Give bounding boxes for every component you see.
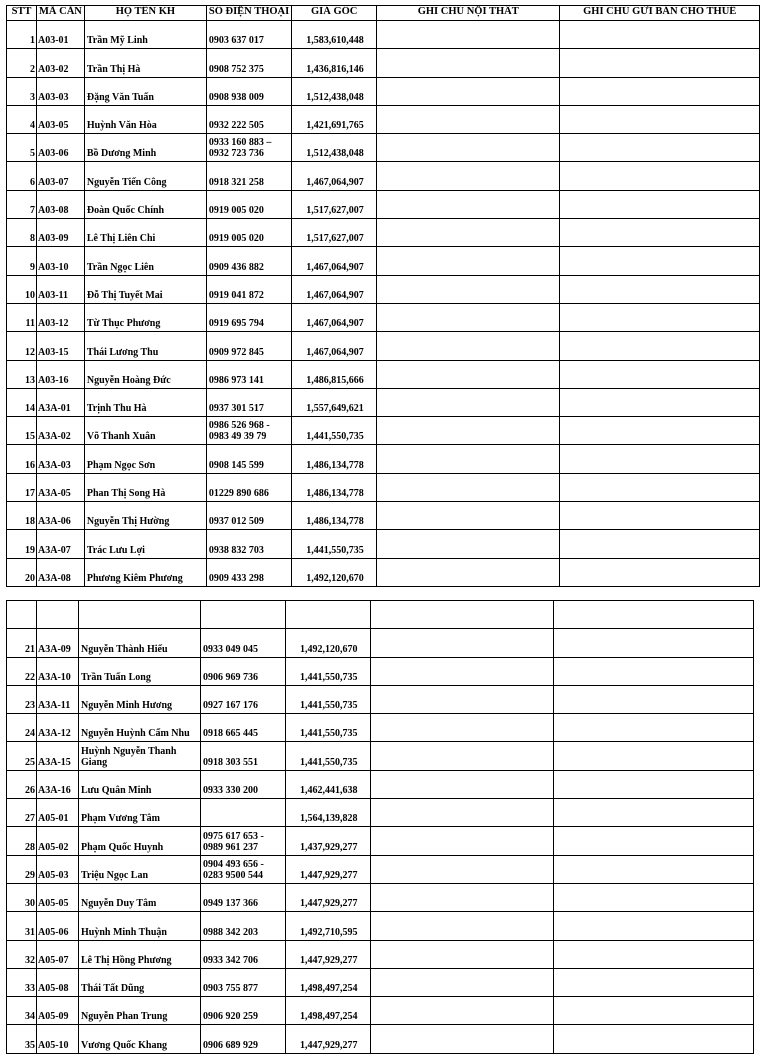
rental-notes-cell[interactable] <box>560 417 760 445</box>
customer-name-cell: Nguyễn Duy Tâm <box>79 883 201 911</box>
stt-cell: 27 <box>7 799 37 827</box>
phone-cell: 0933 160 883 – 0932 723 736 <box>206 134 291 162</box>
customer-name-cell: Đặng Văn Tuấn <box>84 77 206 105</box>
customer-name-cell: Trần Thị Hà <box>84 49 206 77</box>
table-row <box>7 303 760 331</box>
table-row <box>7 742 754 770</box>
unit-code-cell: A05-05 <box>37 883 79 911</box>
interior-notes-cell[interactable] <box>371 629 554 657</box>
rental-notes-cell[interactable] <box>554 770 754 798</box>
interior-notes-cell[interactable] <box>377 388 560 416</box>
stt-cell: 33 <box>7 968 37 996</box>
phone-cell: 0909 433 298 <box>206 558 291 586</box>
base-price-cell: 1,441,550,735 <box>292 417 377 445</box>
customer-name-cell: Phạm Vương Tâm <box>79 799 201 827</box>
table-row <box>7 657 754 685</box>
customer-name-cell: Trịnh Thu Hà <box>84 388 206 416</box>
stt-cell: 35 <box>7 1025 37 1053</box>
unit-code-cell: A05-07 <box>37 940 79 968</box>
interior-notes-cell[interactable] <box>377 275 560 303</box>
phone-cell: 0988 342 203 <box>201 912 286 940</box>
customer-name-cell: Lưu Quân Minh <box>79 770 201 798</box>
phone-cell: 0986 973 141 <box>206 360 291 388</box>
rental-notes-cell[interactable] <box>560 49 760 77</box>
interior-notes-cell[interactable] <box>371 1025 554 1053</box>
table-row <box>7 827 754 855</box>
interior-notes-cell[interactable] <box>371 968 554 996</box>
customer-name-cell: Lê Thị Liên Chi <box>84 219 206 247</box>
table-row <box>7 417 760 445</box>
stt-cell: 30 <box>7 883 37 911</box>
phone-cell: 0903 637 017 <box>206 21 291 49</box>
unit-code-cell: A05-03 <box>37 855 79 883</box>
table-row <box>7 275 760 303</box>
customer-name-cell: Nguyễn Phan Trung <box>79 997 201 1025</box>
stt-cell: 22 <box>7 657 37 685</box>
interior-notes-cell[interactable] <box>377 303 560 331</box>
stt-cell: 12 <box>7 332 37 360</box>
rental-notes-cell[interactable] <box>554 997 754 1025</box>
phone-cell: 0918 321 258 <box>206 162 291 190</box>
phone-cell: 0932 222 505 <box>206 105 291 133</box>
stt-cell: 4 <box>7 105 37 133</box>
base-price-cell: 1,441,550,735 <box>286 714 371 742</box>
unit-code-cell: A05-09 <box>37 997 79 1025</box>
interior-notes-cell[interactable] <box>377 502 560 530</box>
rental-notes-cell[interactable] <box>560 388 760 416</box>
phone-cell: 0919 005 020 <box>206 219 291 247</box>
customer-name-cell: Phương Kiêm Phương <box>84 558 206 586</box>
stt-cell: 1 <box>7 21 37 49</box>
interior-notes-cell[interactable] <box>377 332 560 360</box>
unit-code-cell: A3A-10 <box>37 657 79 685</box>
interior-notes-cell[interactable] <box>377 105 560 133</box>
customer-name-cell: Võ Thanh Xuân <box>84 417 206 445</box>
table-row <box>7 21 760 49</box>
base-price-cell: 1,498,497,254 <box>286 968 371 996</box>
unit-code-cell: A3A-08 <box>37 558 85 586</box>
table-row <box>7 968 754 996</box>
table-row <box>7 685 754 713</box>
customer-name-cell: Triệu Ngọc Lan <box>79 855 201 883</box>
header-interior-notes: GHI CHÚ NỘI THẤT <box>377 6 560 21</box>
table-row <box>7 332 760 360</box>
interior-notes-cell[interactable] <box>371 657 554 685</box>
customer-name-cell: Huỳnh Nguyễn Thanh Giang <box>79 742 201 770</box>
interior-notes-cell[interactable] <box>377 247 560 275</box>
interior-notes-cell[interactable] <box>371 997 554 1025</box>
interior-notes-cell[interactable] <box>377 219 560 247</box>
stt-cell: 18 <box>7 502 37 530</box>
base-price-cell: 1,462,441,638 <box>286 770 371 798</box>
header-unit-code: MÃ CĂN <box>37 6 85 21</box>
interior-notes-cell[interactable] <box>371 714 554 742</box>
unit-code-cell: A3A-03 <box>37 445 85 473</box>
phone-cell: 0975 617 653 - 0989 961 237 <box>201 827 286 855</box>
stt-cell: 9 <box>7 247 37 275</box>
phone-cell: 0919 041 872 <box>206 275 291 303</box>
phone-cell: 0986 526 968 - 0983 49 39 79 <box>206 417 291 445</box>
interior-notes-cell[interactable] <box>371 940 554 968</box>
base-price-cell: 1,512,438,048 <box>292 134 377 162</box>
stt-cell: 13 <box>7 360 37 388</box>
customer-name-cell: Trần Tuấn Long <box>79 657 201 685</box>
phone-cell: 0909 972 845 <box>206 332 291 360</box>
phone-cell: 0938 832 703 <box>206 530 291 558</box>
stt-cell: 31 <box>7 912 37 940</box>
phone-cell: 0906 920 259 <box>201 997 286 1025</box>
base-price-cell: 1,486,134,778 <box>292 445 377 473</box>
rental-notes-cell[interactable] <box>554 827 754 855</box>
customer-name-cell: Lê Thị Hồng Phương <box>79 940 201 968</box>
table-row <box>7 770 754 798</box>
rental-notes-cell[interactable] <box>554 968 754 996</box>
base-price-cell: 1,486,134,778 <box>292 473 377 501</box>
header-stt: STT <box>7 6 37 21</box>
unit-code-cell: A03-06 <box>37 134 85 162</box>
base-price-cell: 1,437,929,277 <box>286 827 371 855</box>
rental-notes-cell[interactable] <box>560 502 760 530</box>
interior-notes-cell[interactable] <box>377 190 560 218</box>
table-row <box>7 49 760 77</box>
base-price-cell: 1,498,497,254 <box>286 997 371 1025</box>
rental-notes-cell[interactable] <box>560 162 760 190</box>
stt-cell: 29 <box>7 855 37 883</box>
customer-name-cell: Phạm Quốc Huynh <box>79 827 201 855</box>
unit-code-cell: A03-15 <box>37 332 85 360</box>
unit-code-cell: A3A-11 <box>37 685 79 713</box>
stt-cell: 23 <box>7 685 37 713</box>
base-price-cell: 1,436,816,146 <box>292 49 377 77</box>
unit-code-cell: A05-08 <box>37 968 79 996</box>
rental-notes-cell[interactable] <box>554 940 754 968</box>
phone-cell: 0908 145 599 <box>206 445 291 473</box>
table-row <box>7 105 760 133</box>
rental-notes-cell[interactable] <box>560 219 760 247</box>
header-customer-name: HỌ TÊN KH <box>84 6 206 21</box>
interior-notes-cell[interactable] <box>371 742 554 770</box>
rental-notes-cell[interactable] <box>554 629 754 657</box>
stt-cell: 34 <box>7 997 37 1025</box>
unit-code-cell: A3A-12 <box>37 714 79 742</box>
interior-notes-cell[interactable] <box>377 21 560 49</box>
rental-notes-cell[interactable] <box>560 134 760 162</box>
stt-cell: 8 <box>7 219 37 247</box>
base-price-cell: 1,441,550,735 <box>292 530 377 558</box>
interior-notes-cell[interactable] <box>377 473 560 501</box>
customer-name-cell: Từ Thục Phương <box>84 303 206 331</box>
interior-notes-cell[interactable] <box>377 445 560 473</box>
table-row <box>7 629 754 657</box>
base-price-cell: 1,517,627,007 <box>292 190 377 218</box>
stt-cell: 3 <box>7 77 37 105</box>
rental-notes-cell[interactable] <box>560 275 760 303</box>
table-row <box>7 714 754 742</box>
unit-code-cell: A05-10 <box>37 1025 79 1053</box>
unit-code-cell: A3A-09 <box>37 629 79 657</box>
rental-notes-cell[interactable] <box>560 332 760 360</box>
interior-notes-cell[interactable] <box>377 134 560 162</box>
unit-code-cell: A3A-06 <box>37 502 85 530</box>
rental-notes-cell[interactable] <box>560 473 760 501</box>
table-row <box>7 388 760 416</box>
base-price-cell: 1,583,610,448 <box>292 21 377 49</box>
interior-notes-cell[interactable] <box>371 799 554 827</box>
customer-name-cell: Nguyễn Thành Hiếu <box>79 629 201 657</box>
customer-name-cell: Nguyễn Huỳnh Cẩm Nhu <box>79 714 201 742</box>
base-price-cell: 1,441,550,735 <box>286 742 371 770</box>
phone-cell: 0919 005 020 <box>206 190 291 218</box>
phone-cell: 0918 665 445 <box>201 714 286 742</box>
header-row <box>7 6 760 21</box>
base-price-cell: 1,467,064,907 <box>292 275 377 303</box>
interior-notes-cell[interactable] <box>371 827 554 855</box>
header-phone: SỐ ĐIỆN THOẠI <box>206 6 291 21</box>
table-row <box>7 883 754 911</box>
customer-name-cell: Phan Thị Song Hà <box>84 473 206 501</box>
unit-code-cell: A03-02 <box>37 49 85 77</box>
rental-notes-cell[interactable] <box>560 247 760 275</box>
rental-notes-cell[interactable] <box>554 799 754 827</box>
stt-cell: 11 <box>7 303 37 331</box>
rental-notes-cell[interactable] <box>560 558 760 586</box>
stt-cell: 10 <box>7 275 37 303</box>
unit-code-cell: A03-16 <box>37 360 85 388</box>
base-price-cell: 1,467,064,907 <box>292 332 377 360</box>
interior-notes-cell[interactable] <box>377 49 560 77</box>
stt-cell: 20 <box>7 558 37 586</box>
rental-notes-cell[interactable] <box>554 883 754 911</box>
customer-name-cell: Thái Tất Dũng <box>79 968 201 996</box>
customer-name-cell: Huỳnh Văn Hòa <box>84 105 206 133</box>
table-row <box>7 445 760 473</box>
base-price-cell: 1,564,139,828 <box>286 799 371 827</box>
stt-cell: 26 <box>7 770 37 798</box>
interior-notes-cell[interactable] <box>377 558 560 586</box>
customer-name-cell: Nguyễn Thị Hường <box>84 502 206 530</box>
customer-name-cell: Trần Ngọc Liên <box>84 247 206 275</box>
phone-cell: 0903 755 877 <box>201 968 286 996</box>
stt-cell: 28 <box>7 827 37 855</box>
rental-notes-cell[interactable] <box>554 912 754 940</box>
top-spacer-row <box>7 601 754 629</box>
rental-notes-cell[interactable] <box>560 445 760 473</box>
interior-notes-cell[interactable] <box>377 162 560 190</box>
phone-cell: 0933 342 706 <box>201 940 286 968</box>
phone-cell: 0906 969 736 <box>201 657 286 685</box>
customer-name-cell: Thái Lương Thu <box>84 332 206 360</box>
customer-name-cell: Trần Mỹ Linh <box>84 21 206 49</box>
unit-code-cell: A03-10 <box>37 247 85 275</box>
phone-cell <box>201 799 286 827</box>
rental-notes-cell[interactable] <box>560 105 760 133</box>
stt-cell: 7 <box>7 190 37 218</box>
stt-cell: 19 <box>7 530 37 558</box>
table-row <box>7 799 754 827</box>
interior-notes-cell[interactable] <box>377 417 560 445</box>
customer-name-cell: Trác Lưu Lợi <box>84 530 206 558</box>
base-price-cell: 1,486,134,778 <box>292 502 377 530</box>
stt-cell: 15 <box>7 417 37 445</box>
rental-notes-cell[interactable] <box>560 303 760 331</box>
unit-code-cell: A3A-01 <box>37 388 85 416</box>
unit-code-cell: A03-11 <box>37 275 85 303</box>
table-row <box>7 77 760 105</box>
stt-cell: 21 <box>7 629 37 657</box>
table-row <box>7 940 754 968</box>
interior-notes-cell[interactable] <box>377 530 560 558</box>
table-row <box>7 558 760 586</box>
interior-notes-cell[interactable] <box>377 360 560 388</box>
table-row <box>7 360 760 388</box>
table-row <box>7 530 760 558</box>
customer-name-cell: Nguyễn Minh Hương <box>79 685 201 713</box>
stt-cell: 25 <box>7 742 37 770</box>
header-base-price: GIÁ GỐC <box>292 6 377 21</box>
base-price-cell: 1,467,064,907 <box>292 247 377 275</box>
rental-notes-cell[interactable] <box>560 530 760 558</box>
unit-code-cell: A03-12 <box>37 303 85 331</box>
customer-name-cell: Bồ Dương Minh <box>84 134 206 162</box>
unit-code-cell: A03-01 <box>37 21 85 49</box>
rental-notes-cell[interactable] <box>554 657 754 685</box>
unit-code-cell: A05-01 <box>37 799 79 827</box>
base-price-cell: 1,441,550,735 <box>286 657 371 685</box>
phone-cell: 0937 301 517 <box>206 388 291 416</box>
stt-cell: 17 <box>7 473 37 501</box>
table-row <box>7 997 754 1025</box>
base-price-cell: 1,492,120,670 <box>292 558 377 586</box>
customer-name-cell: Phạm Ngọc Sơn <box>84 445 206 473</box>
customer-name-cell: Nguyễn Tiến Công <box>84 162 206 190</box>
base-price-cell: 1,447,929,277 <box>286 940 371 968</box>
unit-code-cell: A3A-07 <box>37 530 85 558</box>
rental-notes-cell[interactable] <box>554 714 754 742</box>
customer-name-cell: Nguyễn Hoàng Đức <box>84 360 206 388</box>
phone-cell: 0949 137 366 <box>201 883 286 911</box>
unit-code-cell: A3A-15 <box>37 742 79 770</box>
table-row <box>7 134 760 162</box>
unit-code-cell: A03-09 <box>37 219 85 247</box>
phone-cell: 0927 167 176 <box>201 685 286 713</box>
table-row <box>7 473 760 501</box>
base-price-cell: 1,447,929,277 <box>286 855 371 883</box>
rental-notes-cell[interactable] <box>560 77 760 105</box>
rental-notes-cell[interactable] <box>560 190 760 218</box>
base-price-cell: 1,492,710,595 <box>286 912 371 940</box>
base-price-cell: 1,492,120,670 <box>286 629 371 657</box>
interior-notes-cell[interactable] <box>377 77 560 105</box>
rental-notes-cell[interactable] <box>554 685 754 713</box>
stt-cell: 2 <box>7 49 37 77</box>
interior-notes-cell[interactable] <box>371 912 554 940</box>
phone-cell: 0908 752 375 <box>206 49 291 77</box>
unit-code-cell: A03-03 <box>37 77 85 105</box>
table-row <box>7 219 760 247</box>
phone-cell: 01229 890 686 <box>206 473 291 501</box>
rental-notes-cell[interactable] <box>560 360 760 388</box>
unit-code-cell: A3A-16 <box>37 770 79 798</box>
rental-notes-cell[interactable] <box>554 1025 754 1053</box>
phone-cell: 0906 689 929 <box>201 1025 286 1053</box>
unit-code-cell: A3A-05 <box>37 473 85 501</box>
base-price-cell: 1,441,550,735 <box>286 685 371 713</box>
table-row <box>7 502 760 530</box>
stt-cell: 5 <box>7 134 37 162</box>
rental-notes-cell[interactable] <box>554 855 754 883</box>
base-price-cell: 1,517,627,007 <box>292 219 377 247</box>
base-price-cell: 1,486,815,666 <box>292 360 377 388</box>
phone-cell: 0933 049 045 <box>201 629 286 657</box>
stt-cell: 14 <box>7 388 37 416</box>
phone-cell: 0904 493 656 - 0283 9500 544 <box>201 855 286 883</box>
table-row <box>7 247 760 275</box>
base-price-cell: 1,447,929,277 <box>286 883 371 911</box>
stt-cell: 6 <box>7 162 37 190</box>
stt-cell: 32 <box>7 940 37 968</box>
stt-cell: 16 <box>7 445 37 473</box>
customer-name-cell: Vương Quốc Khang <box>79 1025 201 1053</box>
customer-name-cell: Huỳnh Minh Thuận <box>79 912 201 940</box>
table-row <box>7 912 754 940</box>
interior-notes-cell[interactable] <box>371 770 554 798</box>
phone-cell: 0908 938 009 <box>206 77 291 105</box>
customer-name-cell: Đoàn Quốc Chính <box>84 190 206 218</box>
table-row <box>7 190 760 218</box>
phone-cell: 0919 695 794 <box>206 303 291 331</box>
base-price-cell: 1,467,064,907 <box>292 162 377 190</box>
header-rental-notes: GHI CHÚ GỬI BÁN CHO THUÊ <box>560 6 760 21</box>
base-price-cell: 1,421,691,765 <box>292 105 377 133</box>
unit-code-cell: A03-08 <box>37 190 85 218</box>
base-price-cell: 1,557,649,621 <box>292 388 377 416</box>
customer-table-page-1 <box>6 5 760 587</box>
phone-cell: 0909 436 882 <box>206 247 291 275</box>
interior-notes-cell[interactable] <box>371 855 554 883</box>
table-row <box>7 162 760 190</box>
rental-notes-cell[interactable] <box>560 21 760 49</box>
base-price-cell: 1,467,064,907 <box>292 303 377 331</box>
phone-cell: 0918 303 551 <box>201 742 286 770</box>
unit-code-cell: A03-05 <box>37 105 85 133</box>
stt-cell: 24 <box>7 714 37 742</box>
unit-code-cell: A05-06 <box>37 912 79 940</box>
customer-name-cell: Đỗ Thị Tuyết Mai <box>84 275 206 303</box>
unit-code-cell: A3A-02 <box>37 417 85 445</box>
customer-table-page-2 <box>6 600 754 1054</box>
phone-cell: 0933 330 200 <box>201 770 286 798</box>
base-price-cell: 1,512,438,048 <box>292 77 377 105</box>
unit-code-cell: A03-07 <box>37 162 85 190</box>
unit-code-cell: A05-02 <box>37 827 79 855</box>
base-price-cell: 1,447,929,277 <box>286 1025 371 1053</box>
table-row <box>7 855 754 883</box>
interior-notes-cell[interactable] <box>371 883 554 911</box>
phone-cell: 0937 012 509 <box>206 502 291 530</box>
rental-notes-cell[interactable] <box>554 742 754 770</box>
interior-notes-cell[interactable] <box>371 685 554 713</box>
table-row <box>7 1025 754 1053</box>
